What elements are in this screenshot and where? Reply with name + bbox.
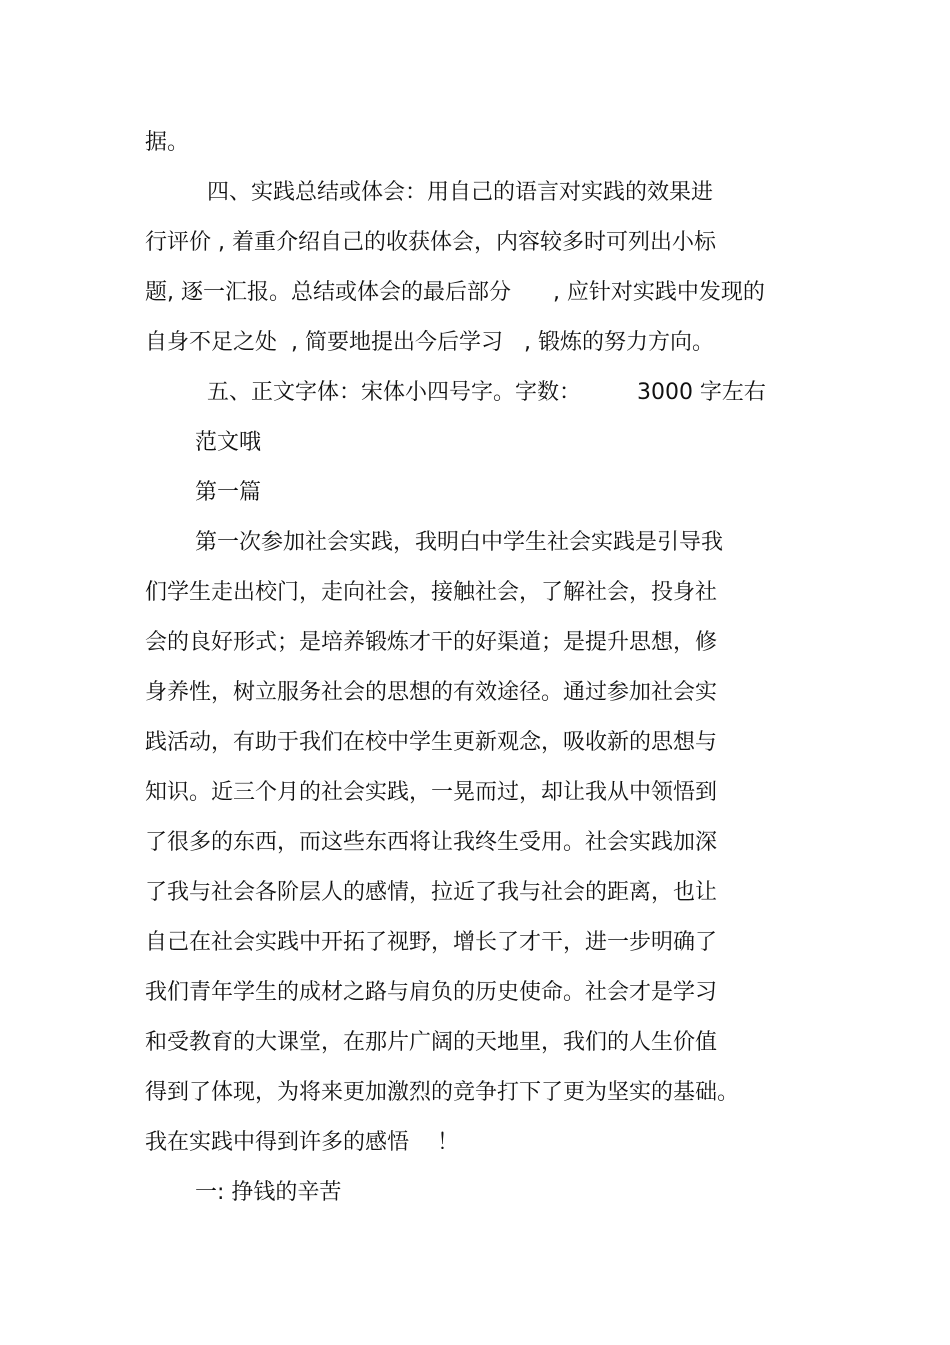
text-line-8: 第一篇 [195, 480, 262, 505]
text-line-21: 我在实践中得到许多的感悟 ！ [145, 1130, 459, 1155]
text-line-5: 自身不足之处 , 简要地提出今后学习 , 锻炼的努力方向。 [145, 330, 714, 355]
text-line-22: 一: 挣钱的辛苦 [195, 1180, 342, 1205]
text-line-7: 范文哦 [195, 430, 262, 455]
text-line-17: 自己在社会实践中开拓了视野，增长了才干，进一步明确了 [145, 930, 718, 955]
text-line-1: 据。 [145, 130, 190, 155]
text-line-6: 五、正文字体：宋体小四号字。字数： 3000 字左右 [207, 380, 766, 405]
text-line-20: 得到了体现，为将来更加激烈的竞争打下了更为坚实的基础。 [145, 1080, 740, 1105]
text-line-14: 知识。近三个月的社会实践，一晃而过，却让我从中领悟到 [145, 780, 718, 805]
text-line-18: 我们青年学生的成材之路与肩负的历史使命。社会才是学习 [145, 980, 718, 1005]
text-line-4: 题, 逐一汇报。总结或体会的最后部分 , 应针对实践中发现的 [145, 280, 765, 305]
text-line-2: 四、实践总结或体会：用自己的语言对实践的效果进 [207, 180, 714, 205]
text-line-16: 了我与社会各阶层人的感情，拉近了我与社会的距离，也让 [145, 880, 718, 905]
text-line-15: 了很多的东西，而这些东西将让我终生受用。社会实践加深 [145, 830, 718, 855]
text-line-10: 们学生走出校门，走向社会，接触社会，了解社会，投身社 [145, 580, 718, 605]
text-line-9: 第一次参加社会实践，我明白中学生社会实践是引导我 [195, 530, 724, 555]
text-line-3: 行评价 , 着重介绍自己的收获体会，内容较多时可列出小标 [145, 230, 716, 255]
text-line-11: 会的良好形式；是培养锻炼才干的好渠道；是提升思想，修 [145, 630, 718, 655]
text-line-12: 身养性，树立服务社会的思想的有效途径。通过参加社会实 [145, 680, 718, 705]
text-line-19: 和受教育的大课堂，在那片广阔的天地里，我们的人生价值 [145, 1030, 718, 1055]
text-line-13: 践活动，有助于我们在校中学生更新观念，吸收新的思想与 [145, 730, 718, 755]
